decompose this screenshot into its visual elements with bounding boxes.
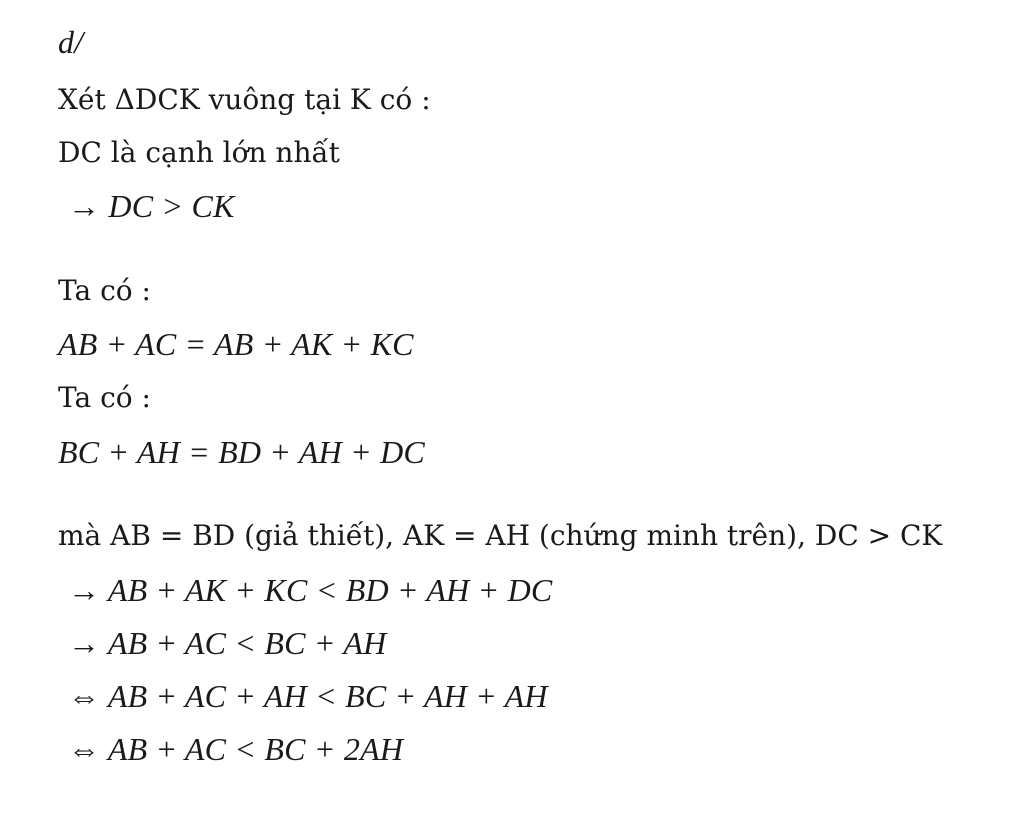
- text-line: Xét ΔDCK vuông tại K có :: [58, 83, 431, 116]
- math-line: AB + AC = AB + AK + KC: [58, 326, 414, 362]
- text-line: Ta có :: [58, 381, 151, 414]
- part-label: d/: [58, 24, 84, 60]
- math-line: ⇔ AB + AC + AH < BC + AH + AH: [68, 678, 548, 714]
- math-line: BC + AH = BD + AH + DC: [58, 434, 425, 470]
- math-line: → AB + AC < BC + AH: [68, 625, 387, 661]
- math-line: → DC > CK: [68, 188, 235, 224]
- text-line: mà AB = BD (giả thiết), AK = AH (chứng minh trên), DC > CK: [58, 519, 943, 552]
- math-line: ⇔ AB + AC < BC + 2AH: [68, 731, 404, 767]
- math-line: → AB + AK + KC < BD + AH + DC: [68, 572, 553, 608]
- text-line: Ta có :: [58, 274, 151, 307]
- text-line: DC là cạnh lớn nhất: [58, 136, 340, 169]
